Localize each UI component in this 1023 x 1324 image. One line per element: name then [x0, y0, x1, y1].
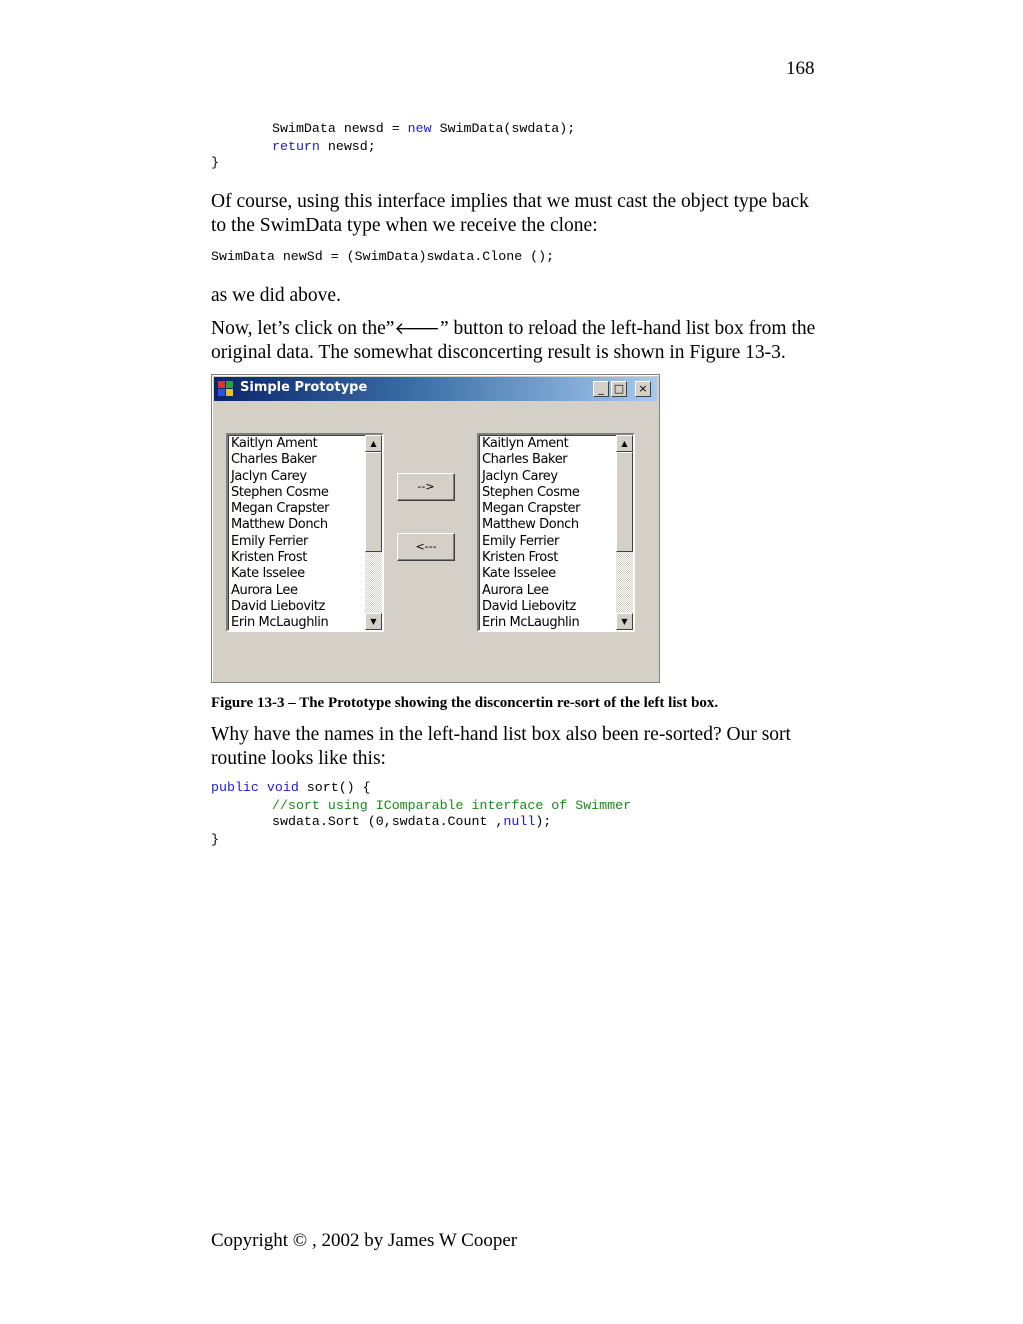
code-text: SwimData(swdata); [431, 121, 576, 136]
list-item[interactable]: Aurora Lee [231, 582, 298, 598]
paragraph-text: Now, let’s click on the” [211, 318, 395, 339]
code-line: } [211, 832, 219, 847]
list-item[interactable]: Kristen Frost [482, 550, 558, 566]
code-text: newsd; [319, 139, 376, 154]
code-line: SwimData newSd = (SwimData)swdata.Clone (); [211, 249, 555, 264]
list-item[interactable]: David Liebovitz [231, 598, 325, 614]
list-item[interactable]: Kaitlyn Ament [482, 436, 569, 451]
maximize-button[interactable]: □ [611, 381, 627, 397]
paragraph: as we did above. [211, 285, 341, 306]
code-text: SwimData newsd = [272, 121, 408, 136]
copyright-footer: Copyright © , 2002 by James W Cooper [211, 1230, 518, 1251]
scroll-thumb[interactable] [616, 452, 633, 552]
code-line [272, 813, 551, 830]
list-item[interactable]: Matthew Donch [482, 517, 579, 533]
paragraph [211, 317, 821, 365]
list-item[interactable]: Kate Isselee [231, 566, 305, 582]
code-keyword: void [266, 780, 299, 795]
code-line: } [211, 155, 219, 170]
code-text [259, 780, 267, 795]
code-keyword: public [211, 780, 259, 795]
code-keyword: null [503, 814, 536, 829]
scroll-up-button[interactable]: ▲ [616, 435, 633, 452]
list-item[interactable]: Erin McLaughlin [231, 615, 329, 631]
scroll-thumb[interactable] [365, 452, 382, 552]
list-item[interactable]: Megan Crapster [231, 501, 330, 517]
scroll-down-button[interactable]: ▼ [365, 613, 382, 630]
code-text: ); [535, 814, 552, 829]
list-item[interactable]: Megan Crapster [482, 501, 581, 517]
list-item[interactable]: Charles Baker [231, 452, 317, 468]
right-list-box[interactable] [477, 433, 635, 632]
paragraph: Why have the names in the left-hand list box also been re-sorted? Our sort routine looks like this: [211, 724, 791, 769]
list-item[interactable]: Kate Isselee [482, 566, 556, 582]
list-item[interactable]: Charles Baker [482, 452, 568, 468]
code-line [211, 779, 371, 796]
code-text: swdata.Sort (0,swdata.Count , [272, 814, 504, 829]
list-item[interactable]: Emily Ferrier [482, 533, 559, 549]
code-text: sort() { [298, 780, 371, 795]
list-item[interactable]: Jaclyn Carey [482, 468, 558, 484]
minimize-button[interactable]: _ [593, 381, 609, 397]
list-item[interactable]: David Liebovitz [482, 598, 576, 614]
left-list-box[interactable] [226, 433, 384, 632]
paragraph: Of course, using this interface implies that we must cast the object type back to the SwimData type when we receive the clone: [211, 191, 809, 236]
code-line [272, 138, 376, 155]
app-icon [218, 381, 234, 397]
window-title: Simple Prototype [240, 380, 368, 395]
figure-caption: Figure 13-3 – The Prototype showing the disconcertin re-sort of the left list box. [211, 695, 719, 711]
list-item[interactable]: Jaclyn Carey [231, 468, 307, 484]
vertical-scrollbar[interactable] [365, 435, 382, 630]
close-button[interactable]: × [635, 381, 651, 397]
list-item[interactable]: Stephen Cosme [482, 484, 580, 500]
list-item[interactable]: Erin McLaughlin [482, 615, 580, 631]
list-item[interactable]: Kristen Frost [231, 550, 307, 566]
prototype-window [211, 374, 660, 683]
list-item[interactable]: Kaitlyn Ament [231, 436, 318, 451]
code-line [272, 120, 575, 137]
list-item[interactable]: Matthew Donch [231, 517, 328, 533]
reload-left-button[interactable]: <--- [397, 533, 455, 561]
code-comment: //sort using IComparable interface of Swimmer [272, 798, 632, 813]
list-item[interactable]: Emily Ferrier [231, 533, 308, 549]
left-arrow-icon: 🡐 [394, 319, 440, 339]
paragraph-text: ” button to reload the left-hand list box from the original data. The somewhat disconcerting result is shown in Figure 13-3. [211, 318, 816, 363]
code-keyword: return [272, 139, 320, 154]
vertical-scrollbar[interactable] [616, 435, 633, 630]
page-number: 168 [786, 58, 815, 79]
scroll-down-button[interactable]: ▼ [616, 613, 633, 630]
title-bar[interactable] [214, 377, 657, 401]
code-keyword: new [407, 121, 432, 136]
scroll-up-button[interactable]: ▲ [365, 435, 382, 452]
list-item[interactable]: Aurora Lee [482, 582, 549, 598]
list-item[interactable]: Stephen Cosme [231, 484, 329, 500]
copy-right-button[interactable]: --> [397, 473, 455, 501]
